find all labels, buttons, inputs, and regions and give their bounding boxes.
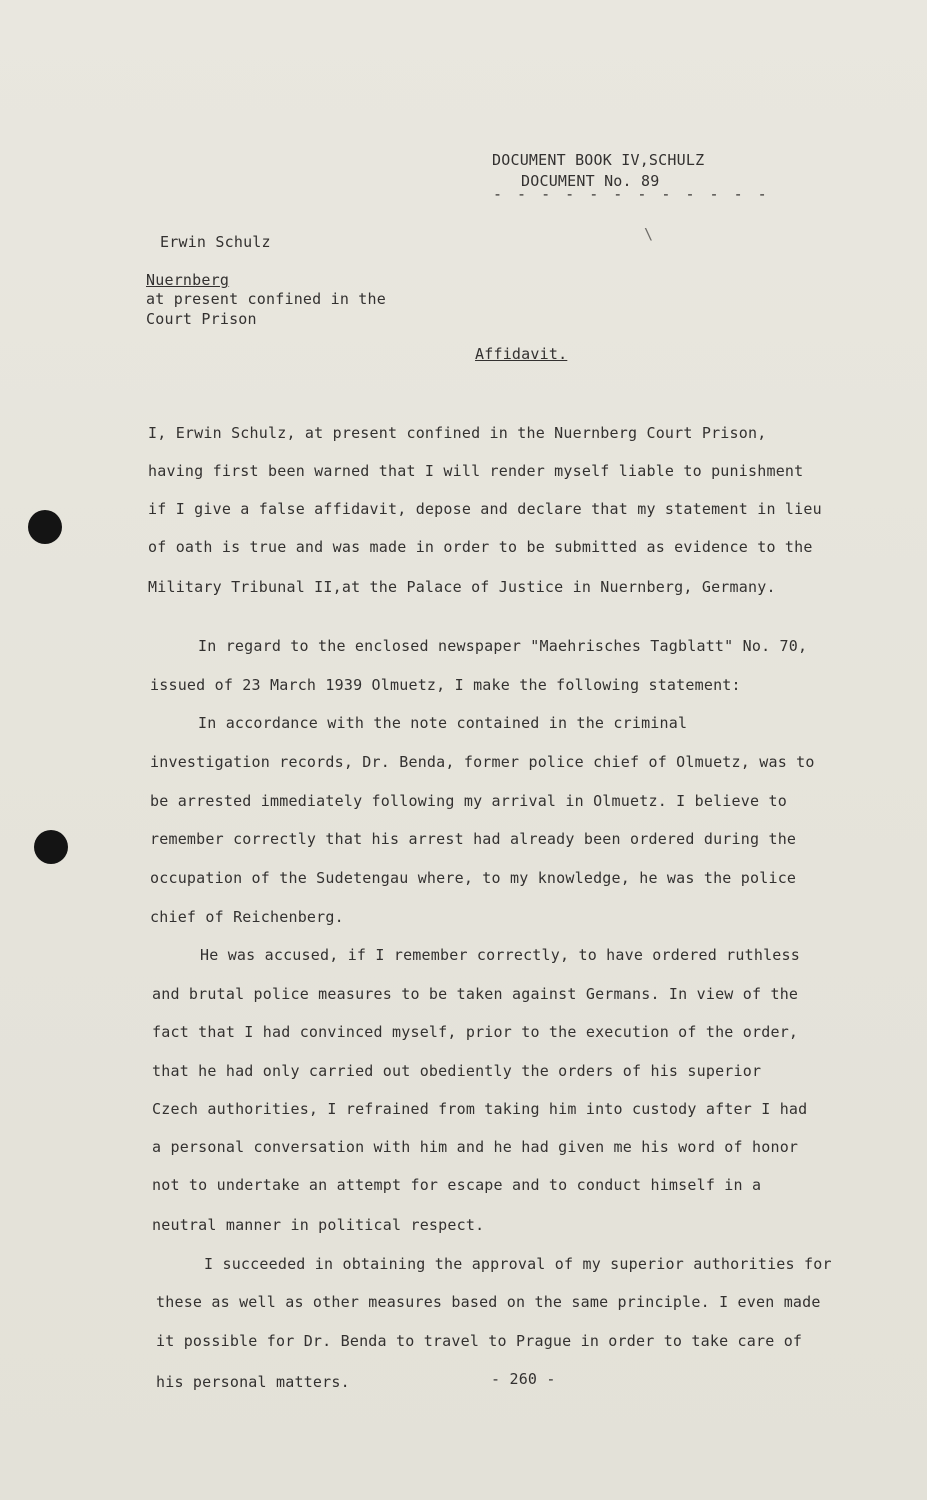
sender-name: Erwin Schulz (160, 233, 271, 251)
p1-line-5: Military Tribunal II,at the Palace of Justice in Nuernberg, Germany. (148, 578, 776, 596)
sender-line-3: Court Prison (146, 310, 257, 328)
p3-line-1: In accordance with the note contained in the criminal (198, 714, 688, 732)
affidavit-title: Affidavit. (475, 345, 568, 363)
document-book-heading: DOCUMENT BOOK IV,SCHULZ (492, 151, 705, 169)
p1-line-2: having first been warned that I will render myself liable to punishment (148, 462, 804, 480)
p5-line-3: it possible for Dr. Benda to travel to Prague in order to take care of (156, 1332, 803, 1350)
p3-line-6: chief of Reichenberg. (150, 908, 344, 926)
p5-line-1: I succeeded in obtaining the approval of my superior authorities for (204, 1255, 832, 1273)
punch-hole-bottom (34, 830, 68, 864)
document-number: DOCUMENT No. 89 (521, 172, 660, 190)
p3-line-4: remember correctly that his arrest had already been ordered during the (150, 830, 797, 848)
sender-city: Nuernberg (146, 271, 230, 289)
p5-line-4: his personal matters. (156, 1373, 350, 1391)
p1-line-4: of oath is true and was made in order to be submitted as evidence to the (148, 538, 813, 556)
sender-line-2: at present confined in the (146, 290, 386, 308)
p1-line-3: if I give a false affidavit, depose and declare that my statement in lieu (148, 500, 822, 518)
p3-line-5: occupation of the Sudetengau where, to my knowledge, he was the police (150, 869, 797, 887)
page-number: - 260 - (491, 1370, 556, 1388)
p4-line-1: He was accused, if I remember correctly, to have ordered ruthless (200, 946, 800, 964)
pencil-mark: \ (644, 225, 654, 243)
punch-hole-top (28, 510, 62, 544)
p4-line-7: not to undertake an attempt for escape and to conduct himself in a (152, 1176, 762, 1194)
p4-line-8: neutral manner in political respect. (152, 1216, 485, 1234)
p2-line-2: issued of 23 March 1939 Olmuetz, I make the following statement: (150, 676, 741, 694)
p3-line-3: be arrested immediately following my arrival in Olmuetz. I believe to (150, 792, 787, 810)
p5-line-2: these as well as other measures based on the same principle. I even made (156, 1293, 821, 1311)
p2-line-1: In regard to the enclosed newspaper "Maehrisches Tagblatt" No. 70, (198, 637, 808, 655)
p4-line-2: and brutal police measures to be taken against Germans. In view of the (152, 985, 799, 1003)
header-rule: - - - - - - - - - - - - (493, 185, 770, 203)
p4-line-3: fact that I had convinced myself, prior to the execution of the order, (152, 1023, 799, 1041)
p4-line-6: a personal conversation with him and he had given me his word of honor (152, 1138, 799, 1156)
p4-line-4: that he had only carried out obediently the orders of his superior (152, 1062, 762, 1080)
p4-line-5: Czech authorities, I refrained from taking him into custody after I had (152, 1100, 808, 1118)
p1-line-1: I, Erwin Schulz, at present confined in the Nuernberg Court Prison, (148, 424, 767, 442)
p3-line-2: investigation records, Dr. Benda, former police chief of Olmuetz, was to (150, 753, 815, 771)
